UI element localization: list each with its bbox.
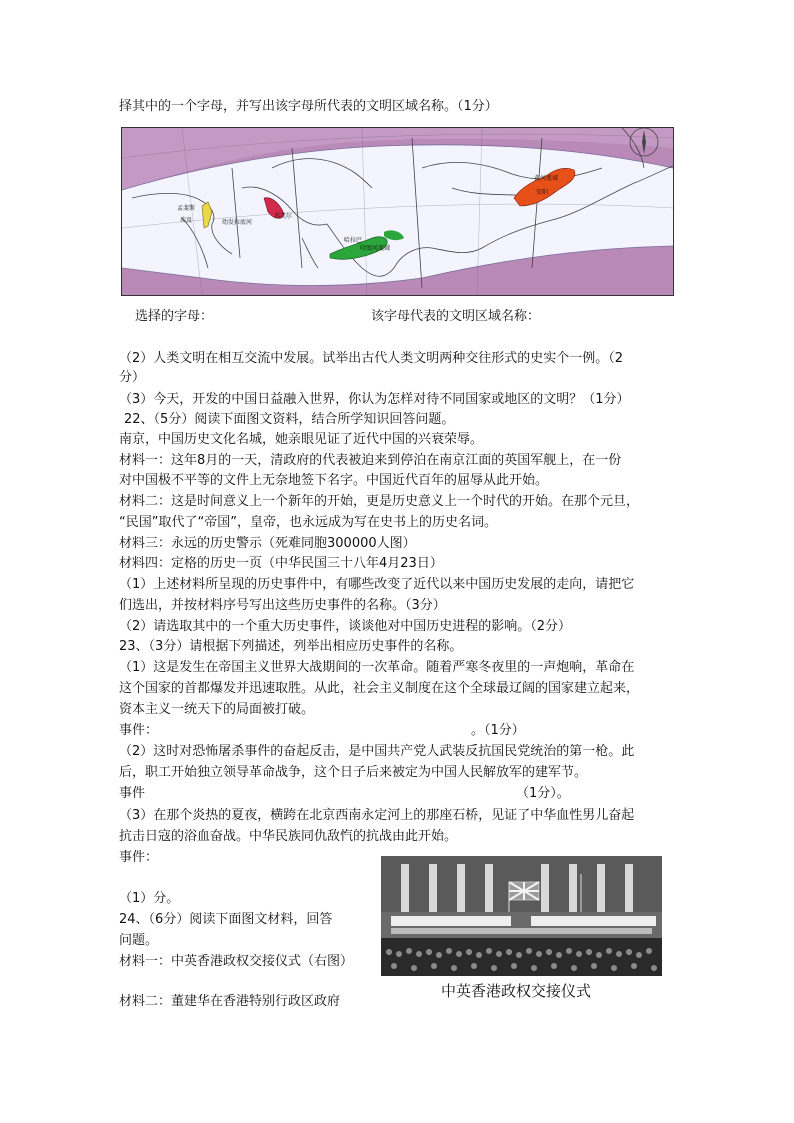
q23-desc2-line1: （2）这时对恐怖屠杀事件的奋起反击，是中国共产党人武装反抗国民党统治的第一枪。此 bbox=[119, 744, 635, 759]
q22-material1-line2: 对中国极不平等的文件上无奈地签下名字。中国近代百年的屈辱从此开始。 bbox=[119, 473, 549, 488]
q23-event3-label: 事件： bbox=[119, 850, 159, 865]
q24-material1: 材料一：中英香港政权交接仪式（右图） bbox=[119, 954, 354, 969]
map-label-yellow-river: 黄河流域 bbox=[534, 175, 559, 182]
q24-title-line1: 24、（6分）阅读下面图文材料，回答 bbox=[119, 912, 333, 927]
q21-part2-line1: （2）人类文明在相互交流中发展。试举出古代人类文明两种交往形式的史实个一例。（2 bbox=[119, 351, 624, 366]
q22-material4: 材料四：定格的历史一页（中华民国三十八年4月23日） bbox=[119, 556, 443, 571]
q23-desc1-line2: 这个国家的首都爆发并迅速取胜。从此，社会主义制度在这个全球最辽阔的国家建立起来， bbox=[119, 681, 640, 696]
q23-desc2-line2: 后，职工开始独立领导革命战争，这个日子后来被定为中国人民解放军的建军节。 bbox=[119, 765, 588, 780]
photo-caption: 中英香港政权交接仪式 bbox=[441, 982, 592, 1000]
q22-intro: 南京，中国历史文化名城，她亲眼见证了近代中国的兴衰荣辱。 bbox=[119, 432, 484, 447]
map-label-memphis: 孟斐斯 bbox=[177, 205, 196, 212]
q23-desc1-line3: 资本主义一统天下的局面被打破。 bbox=[119, 702, 315, 717]
q24-title-line2: 问题。 bbox=[119, 933, 159, 948]
q23-desc3-line2: 抗击日寇的浴血奋战。中华民族同仇敌忾的抗战由此开始。 bbox=[119, 829, 458, 844]
q22-question2: （2）请选取其中的一个重大历史事件，谈谈他对中国历史进程的影响。（2分） bbox=[119, 619, 572, 634]
q23-event3-score: （1）分。 bbox=[119, 891, 180, 906]
map-label-indus-valley: 印度河流域 bbox=[360, 245, 391, 252]
q22-question1-line1: （1）上述材料所呈现的历史事件中，有哪些改变了近代以来中国历史发展的走向，请把它 bbox=[119, 577, 635, 592]
q23-desc3-line1: （3）在那个炎热的夏夜，横跨在北京西南永定河上的那座石桥，见证了中华血性男儿奋起 bbox=[119, 808, 635, 823]
intro-instruction: 择其中的一个字母，并写出该字母所代表的文明区域名称。（1分） bbox=[119, 99, 498, 114]
q22-title: 22、（5分）阅读下面图文资料，结合所学知识回答问题。 bbox=[124, 412, 455, 427]
answer-label-letter: 选择的字母： bbox=[135, 309, 214, 324]
q22-material2-line2: “民国”取代了“帝国”，皇帝，也永远成为写在史书上的历史名词。 bbox=[119, 515, 497, 530]
q21-part3: （3）今天，开发的中国日益融入世界，你认为怎样对待不同国家或地区的文明？（1分） bbox=[119, 392, 630, 407]
map-label-egypt: 埃及 bbox=[180, 217, 193, 224]
q22-material3: 材料三：永远的历史警示（死难同胞300000人图） bbox=[119, 536, 416, 551]
map-label-harappa: 哈拉巴 bbox=[344, 237, 363, 244]
ancient-civilizations-map bbox=[121, 127, 674, 296]
q23-event1-score: 。（1分） bbox=[471, 723, 525, 738]
q22-material2-line1: 材料二：这是时间意义上一个新年的开始，更是历史意义上一个时代的开始。在那个元旦， bbox=[119, 494, 640, 509]
map-label-euphrates: 幼发拉底河 bbox=[222, 219, 253, 226]
answer-label-region: 该字母代表的文明区域名称： bbox=[371, 309, 541, 324]
q23-desc1-line1: （1）这是发生在帝国主义世界大战期间的一次革命。随着严寒冬夜里的一声炮响，革命在 bbox=[119, 660, 635, 675]
q23-event2-label: 事件 bbox=[119, 786, 146, 801]
q21-part2-line2: 分） bbox=[119, 370, 146, 385]
q23-event2-score: （1分）。 bbox=[516, 786, 570, 801]
q23-event1-label: 事件： bbox=[119, 723, 159, 738]
q24-material2: 材料二：董建华在香港特别行政区政府 bbox=[119, 994, 341, 1009]
q22-material1-line1: 材料一：这年8月的一天，清政府的代表被迫来到停泊在南京江面的英国军舰上，在一份 bbox=[119, 453, 622, 468]
q23-title: 23、（3分）请根据下列描述，列举出相应历史事件的名称。 bbox=[119, 639, 463, 654]
handover-ceremony-photo bbox=[381, 856, 662, 976]
map-label-anyang: 安阳 bbox=[536, 189, 549, 196]
map-label-sumer: 苏美尔 bbox=[274, 213, 293, 220]
q22-question1-line2: 们选出，并按材料序号写出这些历史事件的名称。（3分） bbox=[119, 598, 446, 613]
